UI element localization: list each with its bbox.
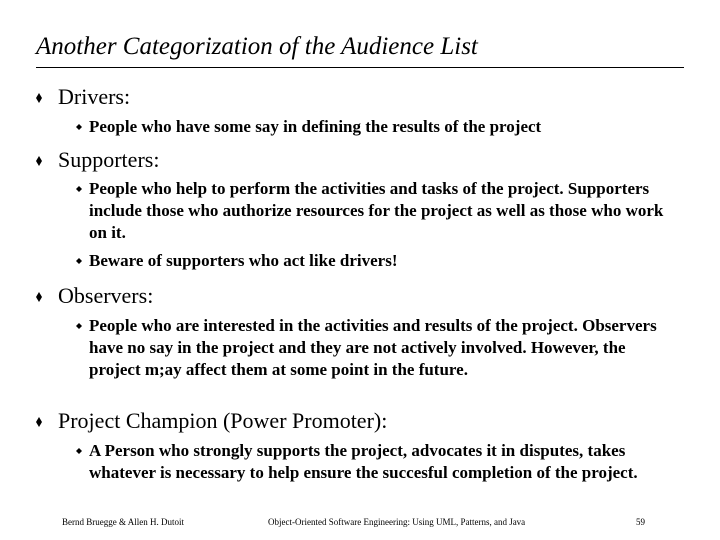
list-item-text: A Person who strongly supports the project, advocates it in disputes, takes whatever is necessary to help ensure the succesful completion of the project.: [89, 441, 638, 482]
list-item-text: People who have some say in defining the results of the project: [89, 117, 542, 136]
small-diamond-bullet-icon: [76, 258, 82, 264]
list-item-text: People who are interested in the activities and results of the project. Observers have no say in the project and they are not actively involved. However, the project m;ay affect them at some point in the future.: [89, 316, 657, 379]
section-heading: Drivers:: [58, 84, 131, 109]
footer-book-title: Object-Oriented Software Engineering: Using UML, Patterns, and Java: [268, 517, 526, 527]
list-item-text: People who help to perform the activities and tasks of the project. Supporters include those who authorize resources for the project as well as those who work on it.: [89, 179, 664, 242]
list-item: [76, 178, 676, 244]
footer-page-number: 59: [636, 517, 645, 527]
small-diamond-bullet-icon: [76, 323, 82, 329]
list-item: [76, 116, 676, 138]
slide-title: Another Categorization of the Audience List: [36, 33, 478, 60]
footer-authors: Bernd Bruegge & Allen H. Dutoit: [62, 517, 184, 527]
list-item: [76, 250, 676, 272]
diamond-bullet-icon: [36, 93, 42, 103]
list-item: [76, 440, 676, 484]
section-heading: Project Champion (Power Promoter):: [58, 408, 388, 433]
small-diamond-bullet-icon: [76, 448, 82, 454]
diamond-bullet-icon: [36, 292, 42, 302]
diamond-bullet-icon: [36, 417, 42, 427]
small-diamond-bullet-icon: [76, 124, 82, 130]
small-diamond-bullet-icon: [76, 186, 82, 192]
section-heading: Supporters:: [58, 147, 160, 172]
diamond-bullet-icon: [36, 156, 42, 166]
title-divider: [36, 67, 684, 68]
list-item: [76, 315, 676, 381]
list-item-text: Beware of supporters who act like drivers!: [89, 251, 398, 270]
section-heading: Observers:: [58, 283, 154, 308]
